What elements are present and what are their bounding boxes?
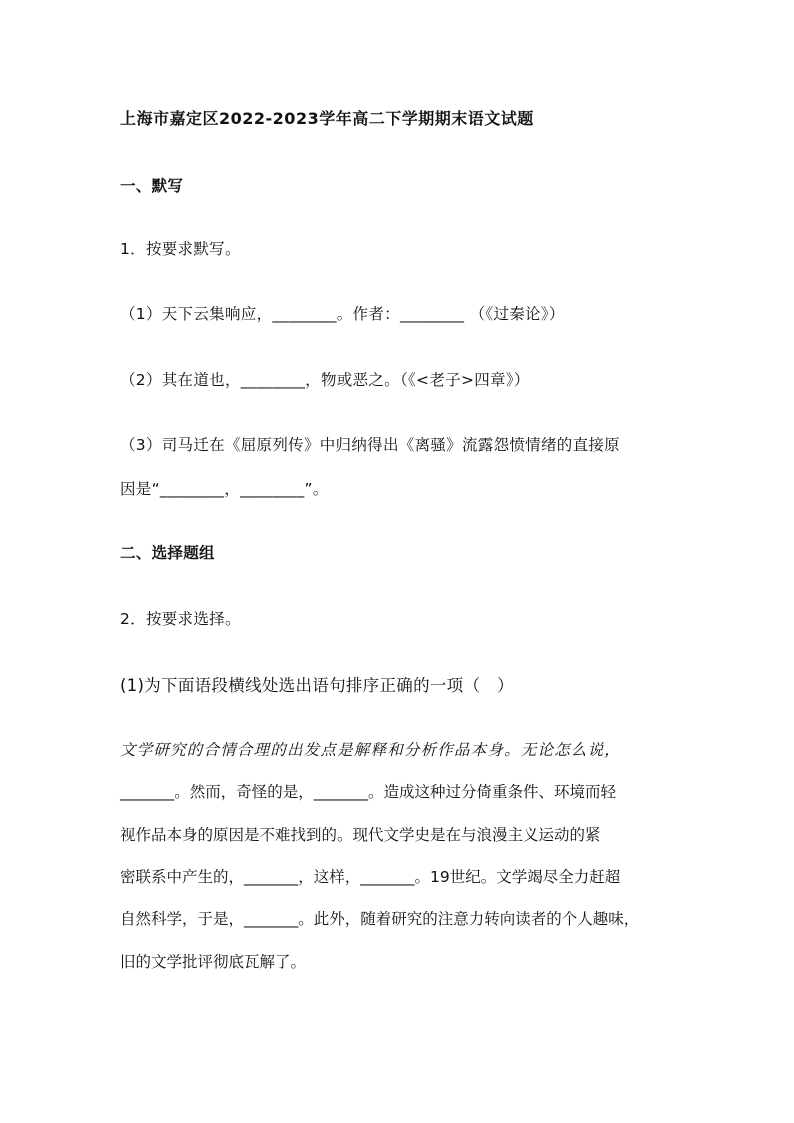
passage-line: 自然科学，于是，_______。此外，随着研究的注意力转向读者的个人趣味， <box>120 910 640 928</box>
question-1-item-2: （2）其在道也，________，物或恶之。（《<老子>四章》） <box>120 371 530 389</box>
passage-line: 文学研究的合情合理的出发点是解释和分析作品本身。无论怎么说， <box>120 741 622 759</box>
question-1-item-3-line-2: 因是“________，________”。 <box>120 480 329 498</box>
passage-line: 旧的文学批评彻底瓦解了。 <box>120 953 307 971</box>
passage-line: 密联系中产生的，_______，这样，_______。19世纪。文学竭尽全力赶超 <box>120 868 621 886</box>
passage-line: _______。然而，奇怪的是，_______。造成这种过分倚重条件、环境而轻 <box>120 783 617 801</box>
question-1-item-3-line-1: （3）司马迁在《屈原列传》中归纳得出《离骚》流露怨愤情绪的直接原 <box>120 436 620 454</box>
section-heading-dictation: 一、默写 <box>120 177 184 195</box>
page-title: 上海市嘉定区2022-2023学年高二下学期期末语文试题 <box>120 109 534 128</box>
question-2-stem: 2．按要求选择。 <box>120 610 241 628</box>
question-1-stem: 1．按要求默写。 <box>120 240 241 258</box>
question-1-item-1: （1）天下云集响应，________。作者：________ （《过秦论》） <box>120 305 565 323</box>
passage-line: 视作品本身的原因是不难找到的。现代文学史是在与浪漫主义运动的紧 <box>120 826 601 844</box>
section-heading-choice: 二、选择题组 <box>120 544 215 562</box>
question-2-item-1: (1)为下面语段横线处选出语句排序正确的一项（ ） <box>120 676 514 695</box>
